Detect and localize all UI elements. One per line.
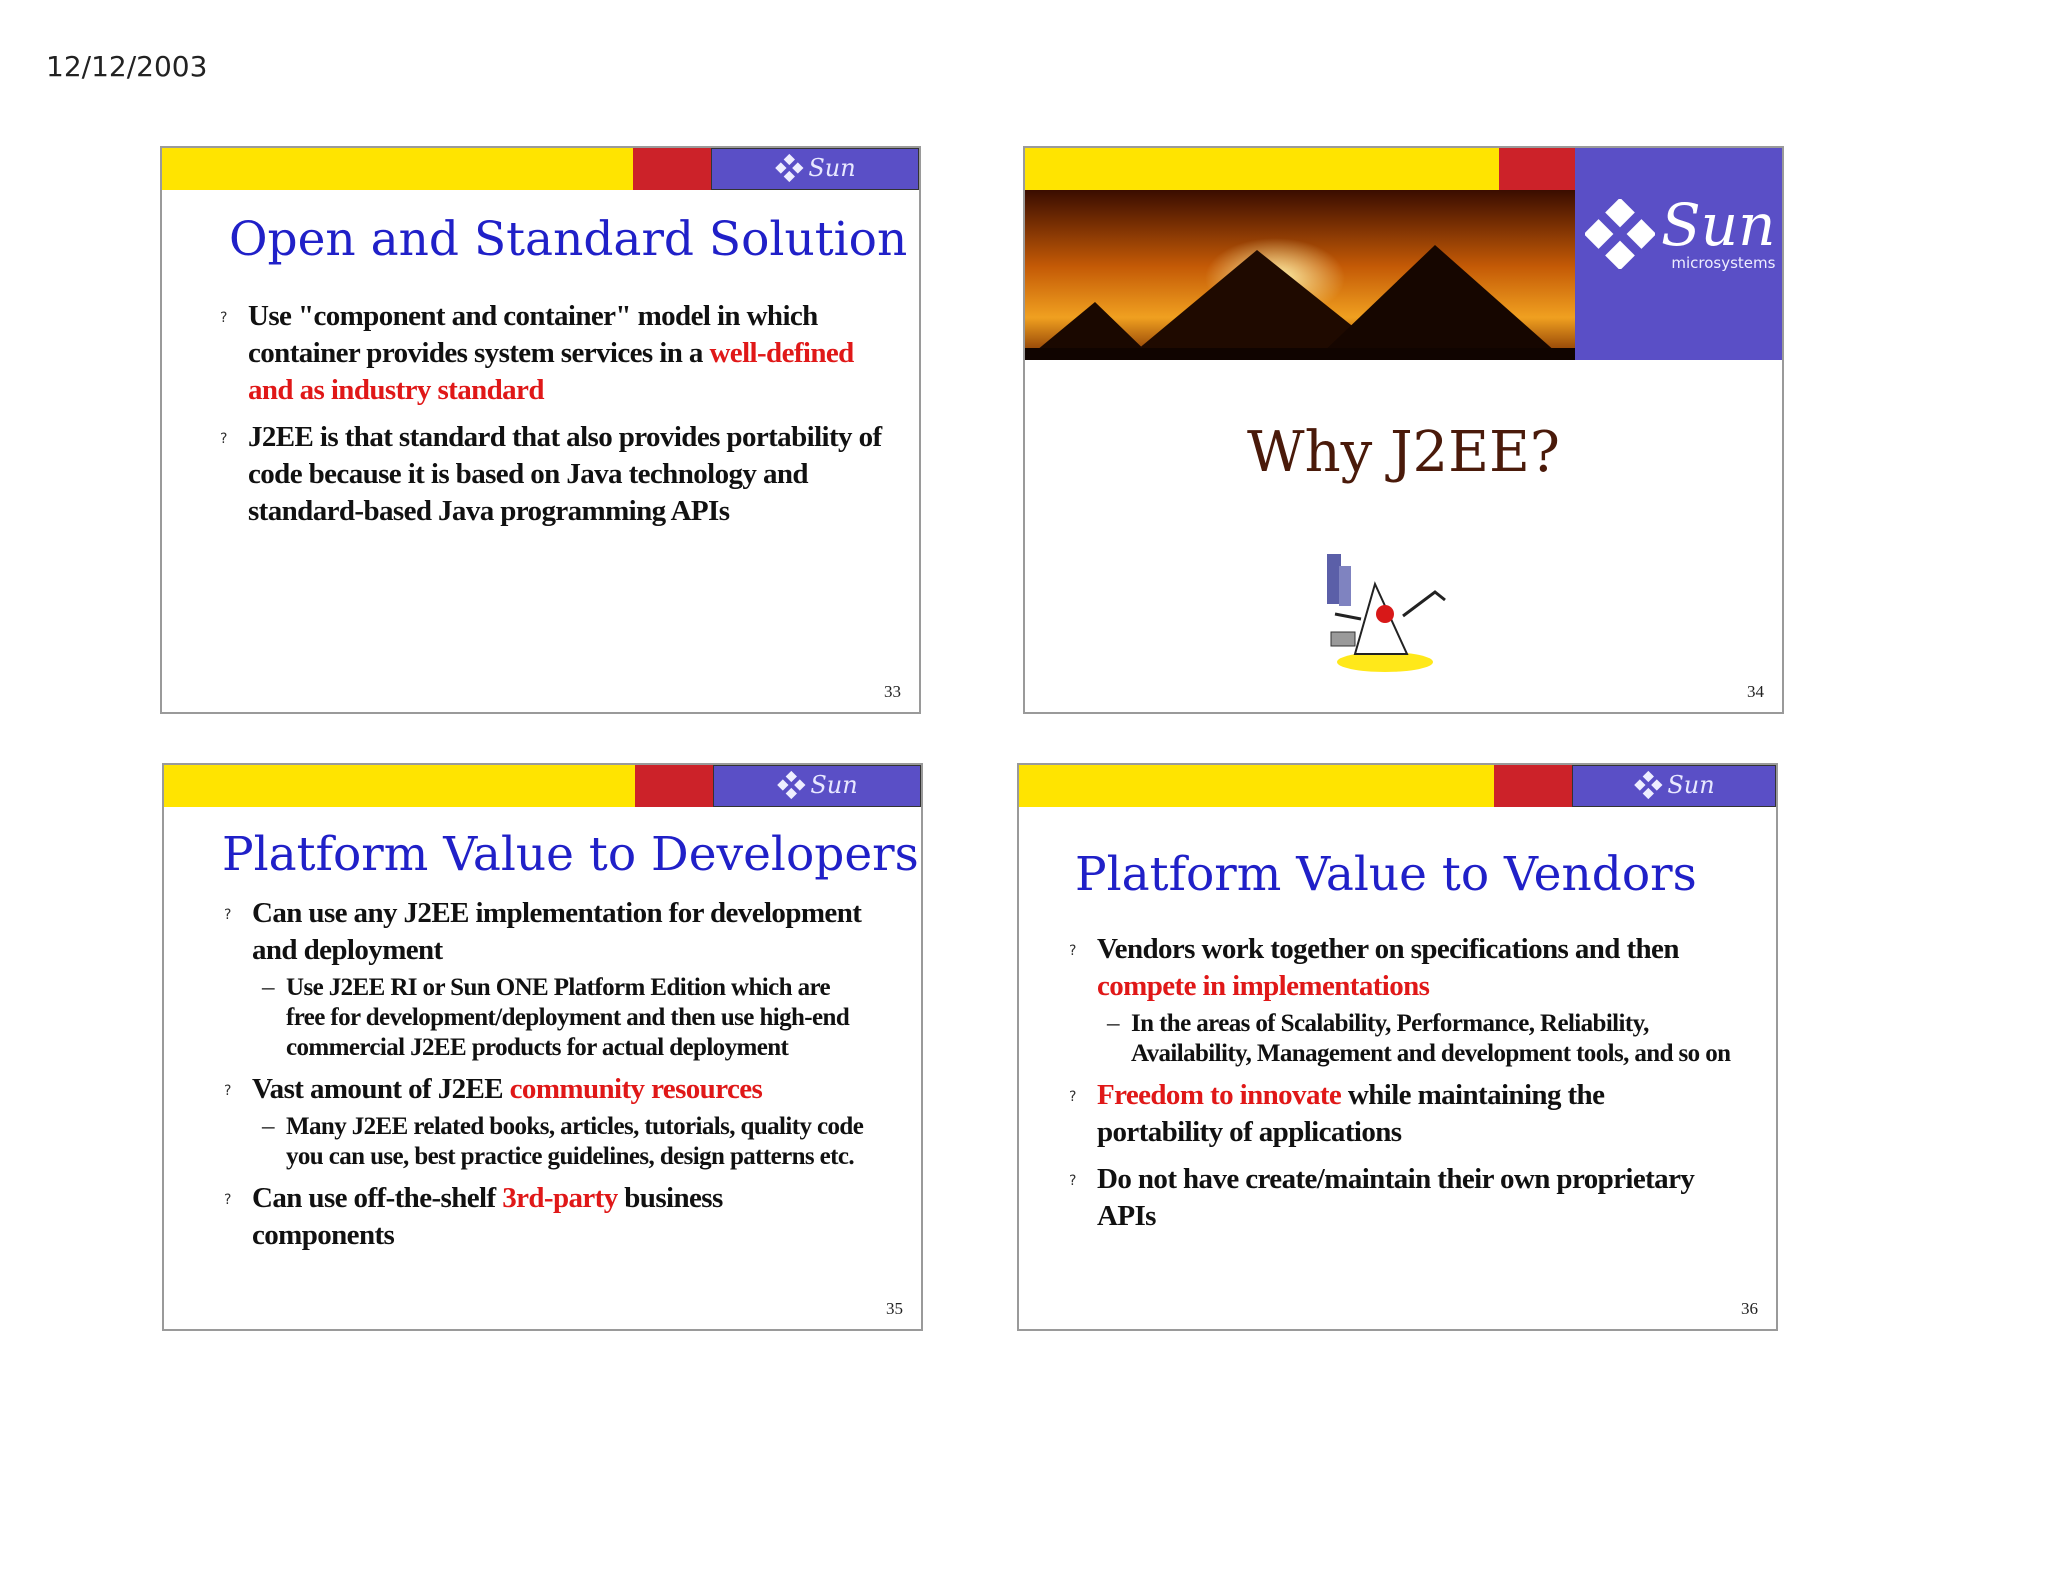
banner-logo-panel (711, 148, 919, 190)
sub-bullet-item (252, 973, 891, 1063)
bullet-list (224, 895, 891, 1264)
bullet-item (1069, 1161, 1736, 1235)
bullet-text: business components (252, 1182, 723, 1251)
slide-number: 35 (886, 1299, 903, 1318)
bullet-text: while maintaining the portability of applications (1097, 1079, 1605, 1148)
slide-34[interactable] (1023, 146, 1784, 714)
sun-logo-icon (1585, 199, 1655, 269)
sun-logo-text: Sun (808, 154, 856, 182)
bullet-marker: ? (220, 431, 227, 447)
page-date: 12/12/2003 (46, 50, 208, 83)
banner-red-bar (635, 765, 713, 807)
bullet-emphasis: community resources (509, 1073, 763, 1105)
banner-logo-panel (1572, 765, 1776, 807)
bullet-text: Use "component and container" model in which container provides system services in a (248, 300, 818, 369)
slide-banner (164, 765, 921, 807)
sun-logo (1633, 770, 1714, 800)
banner-yellow-bar (1025, 148, 1499, 190)
bullet-marker: ? (1069, 1173, 1076, 1189)
slide-number: 36 (1741, 1299, 1758, 1318)
bullet-text: Can use any J2EE implementation for development and deployment (252, 897, 862, 966)
bullet-item (220, 298, 889, 409)
bullet-list (220, 298, 889, 540)
slide-number: 34 (1747, 682, 1764, 701)
pyramids-sunset-photo (1025, 190, 1575, 360)
bullet-marker: ? (224, 1192, 231, 1208)
bullet-emphasis: well-defined and as industry standard (248, 337, 854, 406)
sun-logo (776, 770, 857, 800)
bullet-marker: ? (224, 907, 231, 923)
slide-36[interactable] (1017, 763, 1778, 1331)
bullet-text: Can use off-the-shelf (252, 1182, 496, 1214)
duke-mascot-icon (1305, 544, 1465, 674)
sun-logo-subtext: microsystems (1671, 254, 1776, 272)
sub-bullet-item (1097, 1009, 1736, 1069)
bullet-emphasis: Freedom to innovate (1097, 1079, 1342, 1111)
slide-33[interactable] (160, 146, 921, 714)
sun-logo-icon (776, 770, 806, 800)
bullet-marker: ? (1069, 1089, 1076, 1105)
slide-banner (162, 148, 919, 190)
banner-red-bar (1499, 148, 1575, 190)
bullet-marker: ? (220, 310, 227, 326)
banner-yellow-bar (162, 148, 633, 190)
bullet-item (224, 1180, 891, 1254)
bullet-text: Do not have create/maintain their own proprietary APIs (1097, 1163, 1695, 1232)
bullet-item (1069, 931, 1736, 1069)
banner-red-bar (1494, 765, 1572, 807)
bullet-text: Vast amount of J2EE (252, 1073, 503, 1105)
slide-banner (1019, 765, 1776, 807)
banner-yellow-bar (1019, 765, 1494, 807)
sun-logo-icon (774, 153, 804, 183)
bullet-item (224, 895, 891, 1063)
sub-bullet-item (252, 1112, 891, 1172)
sun-logo-panel (1575, 148, 1782, 360)
bullet-marker: ? (224, 1083, 231, 1099)
sub-bullet-text: Many J2EE related books, articles, tutorials, quality code you can use, best practice guidelines, design patterns etc. (286, 1113, 864, 1170)
banner-yellow-bar (164, 765, 635, 807)
bullet-text: J2EE is that standard that also provides portability of code because it is based on Java technology and standard-based Java programming APIs (248, 421, 882, 527)
sun-logo-text: Sun (810, 771, 858, 799)
bullet-emphasis: compete in implementations (1097, 970, 1430, 1002)
bullet-item (220, 419, 889, 530)
slide-title: Why J2EE? (1247, 420, 1560, 485)
banner-logo-panel (713, 765, 921, 807)
bullet-item (224, 1071, 891, 1172)
sun-logo (774, 153, 855, 183)
sub-bullet-text: Use J2EE RI or Sun ONE Platform Edition which are free for development/deployment and then use high-end commercial J2EE products for actual deployment (286, 974, 850, 1061)
sun-logo-text: Sun (1667, 771, 1715, 799)
slide-title: Platform Value to Developers (222, 827, 919, 882)
bullet-emphasis: 3rd-party (502, 1182, 618, 1214)
sub-bullet-dash: – (262, 974, 274, 1001)
slide-title: Open and Standard Solution (229, 212, 908, 267)
sub-bullet-dash: – (262, 1113, 274, 1140)
slide-title: Platform Value to Vendors (1075, 847, 1697, 902)
sub-bullet-dash: – (1107, 1010, 1119, 1037)
sun-logo-icon (1633, 770, 1663, 800)
slide-35[interactable] (162, 763, 923, 1331)
slide-number: 33 (884, 682, 901, 701)
bullet-list (1069, 931, 1736, 1245)
banner-red-bar (633, 148, 711, 190)
bullet-item (1069, 1077, 1736, 1151)
sun-logo (1585, 191, 1776, 272)
sun-logo-text: Sun (1661, 191, 1776, 259)
bullet-text: Vendors work together on specifications and then (1097, 933, 1679, 965)
bullet-marker: ? (1069, 943, 1076, 959)
sub-bullet-text: In the areas of Scalability, Performance, Reliability, Availability, Management and development tools, and so on (1131, 1010, 1731, 1067)
